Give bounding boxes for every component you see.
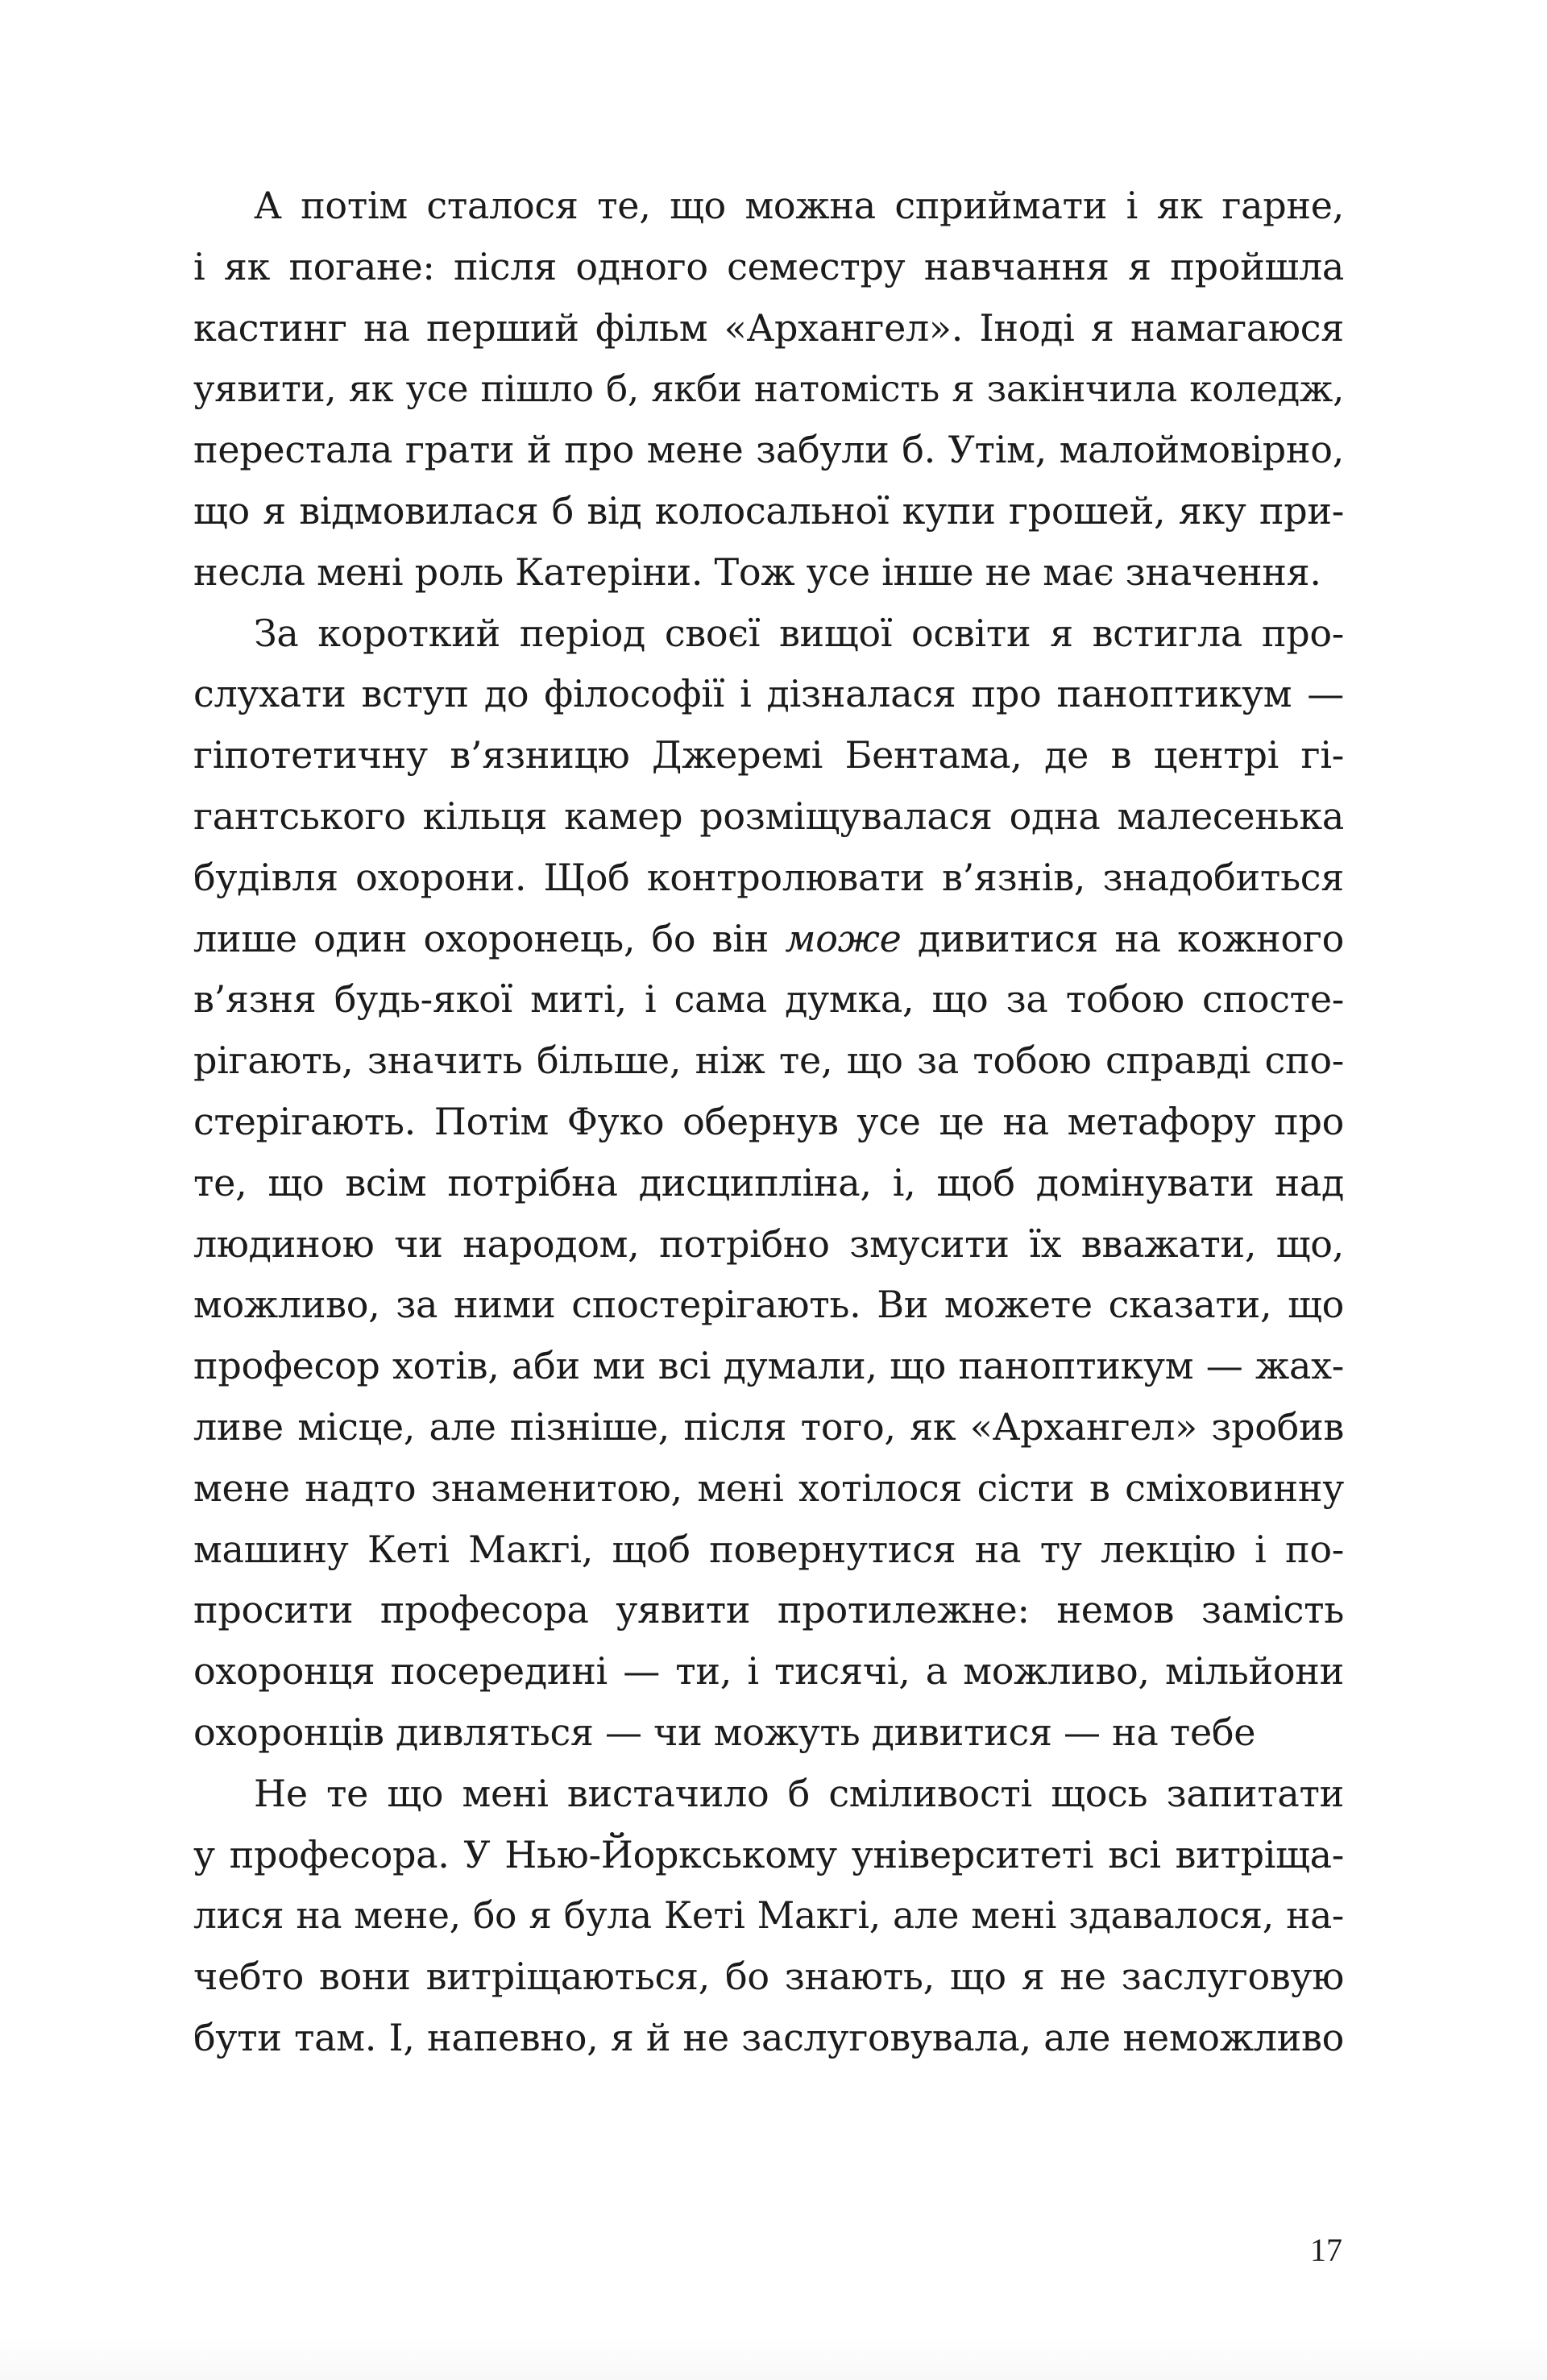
text-line: те, що всім потрібна дисципліна, і, щоб домінувати над (193, 1160, 1344, 1205)
text-run: лише один охоронець, бо він (193, 916, 786, 960)
text-line: гіпотетичну в’язницю Джеремі Бентама, де в центрі гі- (193, 733, 1344, 777)
emphasis-word: може (785, 916, 902, 960)
page-number: 17 (1310, 2232, 1342, 2268)
text-line: Не те що мені вистачило б сміливості щось запитати (254, 1771, 1344, 1815)
text-line: у професора. У Нью-Йоркському університеті всі витріща- (193, 1832, 1344, 1876)
text-line: кастинг на перший фільм «Архангел». Іноді я намагаюся (193, 305, 1344, 350)
text-line: можливо, за ними спостерігають. Ви можете сказати, що (193, 1283, 1344, 1327)
text-line-with-emphasis (193, 909, 1344, 970)
text-line: і як погане: після одного семестру навчання я пройшла (193, 244, 1344, 288)
text-line: стерігають. Потім Фуко обернув усе це на метафору про (193, 1099, 1344, 1143)
text-line: бути там. І, напевно, я й не заслуговувала, але неможливо (193, 2015, 1344, 2059)
text-line: будівля охорони. Щоб контролювати в’язнів, знадобиться (193, 855, 1344, 899)
paragraph-2 (193, 603, 1344, 1764)
text-line: перестала грати й про мене забули б. Утім, малоймовірно, (193, 428, 1344, 472)
text-run: дивитися на кожного (901, 916, 1344, 960)
text-line: гантського кільця камер розміщувалася одна малесенька (193, 794, 1344, 838)
text-line: уявити, як усе пішло б, якби натомість я закінчила коледж, (193, 367, 1344, 411)
text-line: слухати вступ до філософії і дізналася про паноптикум — (193, 672, 1344, 716)
text-line: рігають, значить більше, ніж те, що за тобою справді спо- (193, 1039, 1344, 1083)
body-text (193, 176, 1344, 2069)
text-line: людиною чи народом, потрібно змусити їх вважати, що, (193, 1221, 1344, 1266)
text-line: А потім сталося те, що можна сприймати і як гарне, (254, 184, 1344, 227)
text-line: ливе місце, але пізніше, після того, як «Архангел» зробив (193, 1404, 1344, 1449)
paragraph-3 (193, 1764, 1344, 2069)
text-line: несла мені роль Катеріни. Тож усе інше не має значення. (193, 549, 1321, 594)
text-line: що я відмовилася б від колосальної купи грошей, яку при- (193, 488, 1344, 533)
text-line: охоронців дивляться — чи можуть дивитися — на тебе (193, 1710, 1256, 1754)
text-line: мене надто знаменитою, мені хотілося сісти в сміховинну (193, 1466, 1344, 1510)
text-line: чебто вони витріщаються, бо знають, що я не заслуговую (193, 1955, 1344, 1999)
text-line: просити професора уявити протилежне: немов замість (193, 1588, 1344, 1632)
text-line: охоронця посередині — ти, і тисячі, а можливо, мільйони (193, 1649, 1344, 1694)
paragraph-1 (193, 176, 1344, 603)
text-line: машину Кеті Макгі, щоб повернутися на ту лекцію і по- (193, 1527, 1344, 1571)
text-line: лися на мене, бо я була Кеті Макгі, але мені здавалося, на- (193, 1894, 1344, 1938)
text-line: За короткий період своєї вищої освіти я встигла про- (254, 611, 1344, 655)
text-line: професор хотів, аби ми всі думали, що паноптикум — жах- (193, 1344, 1344, 1388)
text-line: в’язня будь-якої миті, і сама думка, що за тобою спосте- (193, 977, 1344, 1022)
